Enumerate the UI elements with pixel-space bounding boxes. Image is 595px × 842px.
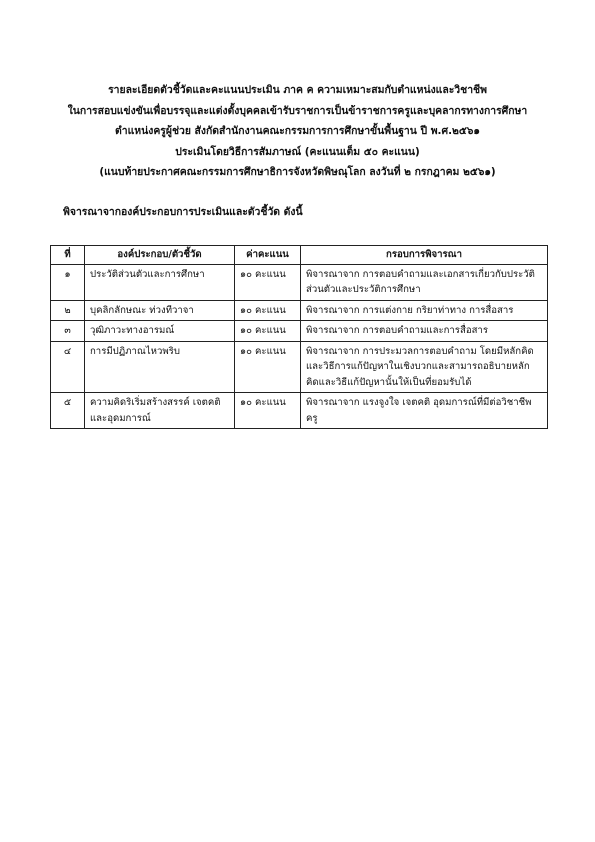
- header-line-3: ตำแหน่งครูผู้ช่วย สังกัดสำนักงานคณะกรรมการการศึกษาขั้นพื้นฐาน ปี พ.ศ.๒๕๖๑: [115, 125, 480, 137]
- header-criteria: กรอบการพิจารณา: [301, 246, 548, 265]
- row-item: ความคิดริเริ่มสร้างสรรค์ เจตคติและอุดมการณ์: [85, 393, 235, 429]
- row-item: บุคลิกลักษณะ ท่วงทีวาจา: [85, 300, 235, 321]
- table-header-row: [51, 246, 548, 265]
- row-criteria: พิจารณาจาก การตอบคำถามและการสื่อสาร: [301, 321, 548, 342]
- row-item: การมีปฏิภาณไหวพริบ: [85, 341, 235, 393]
- row-criteria: พิจารณาจาก แรงจูงใจ เจตคติ อุดมการณ์ที่มีต่อวิชาชีพครู: [301, 393, 548, 429]
- row-score: ๑๐ คะแนน: [235, 300, 301, 321]
- header-score: ค่าคะแนน: [235, 246, 301, 265]
- table-row: [51, 321, 548, 342]
- header-item: องค์ประกอบ/ตัวชี้วัด: [85, 246, 235, 265]
- row-criteria: พิจารณาจาก การตอบคำถามและเอกสารเกี่ยวกับประวัติส่วนตัวและประวัติการศึกษา: [301, 264, 548, 300]
- header-line-1: รายละเอียดตัวชี้วัดและคะแนนประเมิน ภาค ค ความเหมาะสมกับตำแหน่งและวิชาชีพ: [108, 84, 487, 96]
- row-score: ๑๐ คะแนน: [235, 341, 301, 393]
- row-no: ๓: [51, 321, 85, 342]
- intro-text: พิจารณาจากองค์ประกอบการประเมินและตัวชี้วัด ดังนี้: [63, 206, 303, 218]
- header-line-4: ประเมินโดยวิธีการสัมภาษณ์ (คะแนนเต็ม ๕๐ คะแนน): [175, 145, 420, 158]
- row-score: ๑๐ คะแนน: [235, 264, 301, 300]
- table-row: [51, 264, 548, 300]
- row-item: วุฒิภาวะทางอารมณ์: [85, 321, 235, 342]
- row-no: ๔: [51, 341, 85, 393]
- criteria-table: [50, 245, 548, 429]
- row-no: ๒: [51, 300, 85, 321]
- header-no: ที่: [51, 246, 85, 265]
- header-line-5: (แนบท้ายประกาศคณะกรรมการศึกษาธิการจังหวัดพิษณุโลก ลงวันที่ ๒ กรกฎาคม ๒๕๖๑): [99, 166, 496, 178]
- document-header: [40, 80, 555, 183]
- header-line-2: ในการสอบแข่งขันเพื่อบรรจุและแต่งตั้งบุคคลเข้ารับราชการเป็นข้าราชการครูและบุคลากรทางการศึกษา: [67, 104, 528, 117]
- row-item: ประวัติส่วนตัวและการศึกษา: [85, 264, 235, 300]
- row-criteria: พิจารณาจาก การประมวลการตอบคำถาม โดยมีหลักคิดและวิธีการแก้ปัญหาในเชิงบวกและสามารถอธิบายหลักคิดและวิธีแก้ปัญหานั้นให้เป็นที่ยอมรับได้: [301, 341, 548, 393]
- row-no: ๑: [51, 264, 85, 300]
- row-no: ๕: [51, 393, 85, 429]
- table-row: [51, 300, 548, 321]
- table-row: [51, 341, 548, 393]
- row-score: ๑๐ คะแนน: [235, 393, 301, 429]
- row-score: ๑๐ คะแนน: [235, 321, 301, 342]
- row-criteria: พิจารณาจาก การแต่งกาย กริยาท่าทาง การสื่อสาร: [301, 300, 548, 321]
- table-row: [51, 393, 548, 429]
